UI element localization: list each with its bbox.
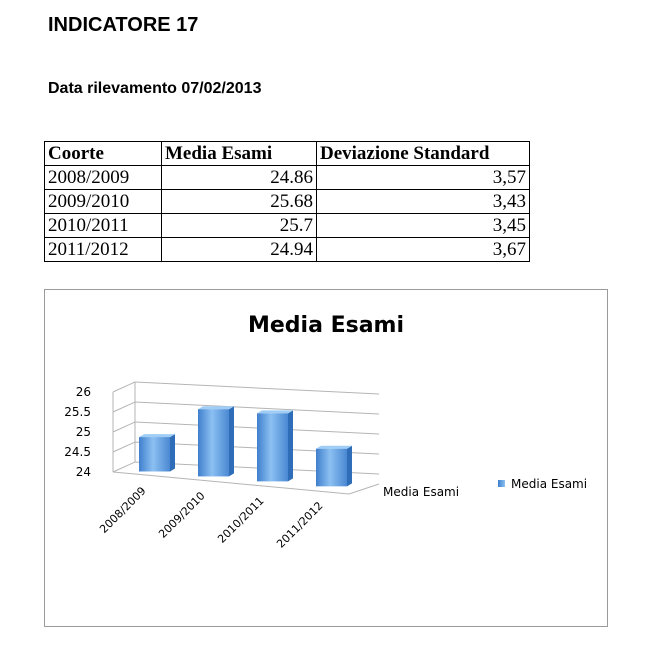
gridline xyxy=(113,382,379,394)
y-tick-label: 25 xyxy=(75,425,91,439)
survey-date-label: Data rilevamento 07/02/2013 xyxy=(48,80,262,97)
depth-axis-label: Media Esami xyxy=(383,485,460,499)
bar xyxy=(257,410,293,481)
column-header-media-esami: Media Esami xyxy=(162,142,317,166)
bar-front xyxy=(139,437,170,471)
bar-top xyxy=(316,446,352,449)
bar-top xyxy=(257,410,293,413)
y-axis-ticks xyxy=(64,385,91,479)
cell-deviazione: 3,67 xyxy=(317,238,530,262)
chart-bars xyxy=(139,406,352,486)
bar-top xyxy=(139,434,175,437)
bar xyxy=(316,446,352,487)
bar-side xyxy=(288,410,293,481)
cell-coorte: 2009/2010 xyxy=(45,190,162,214)
x-category-label: 2011/2012 xyxy=(274,499,326,551)
cell-coorte: 2008/2009 xyxy=(45,166,162,190)
bar-side xyxy=(170,434,175,471)
bar-side xyxy=(229,406,234,476)
bar-front xyxy=(257,413,288,481)
cell-coorte: 2011/2012 xyxy=(45,238,162,262)
table-header-row xyxy=(45,142,530,166)
bar-side xyxy=(347,446,352,487)
cohort-table xyxy=(44,141,530,262)
y-tick-label: 26 xyxy=(75,385,91,399)
cell-media: 25.68 xyxy=(162,190,317,214)
cell-media: 24.86 xyxy=(162,166,317,190)
table-row xyxy=(45,190,530,214)
gridline xyxy=(113,422,379,434)
y-tick-label: 25.5 xyxy=(64,405,91,419)
cell-media: 24.94 xyxy=(162,238,317,262)
cell-media: 25.7 xyxy=(162,214,317,238)
bar-front xyxy=(198,409,229,476)
bar xyxy=(139,434,175,471)
bar xyxy=(198,406,234,476)
media-esami-chart xyxy=(45,290,607,626)
indicator-title: INDICATORE 17 xyxy=(48,14,199,36)
cell-coorte: 2010/2011 xyxy=(45,214,162,238)
column-header-deviazione-standard: Deviazione Standard xyxy=(317,142,530,166)
table-row xyxy=(45,166,530,190)
legend-entry: Media Esami xyxy=(511,477,588,491)
x-category-label: 2009/2010 xyxy=(156,489,208,541)
cell-deviazione: 3,43 xyxy=(317,190,530,214)
bar-top xyxy=(198,406,234,409)
chart-title: Media Esami xyxy=(247,313,405,338)
x-category-label: 2010/2011 xyxy=(215,494,267,546)
table-row xyxy=(45,214,530,238)
y-tick-label: 24.5 xyxy=(64,445,91,459)
bar-front xyxy=(316,449,347,487)
x-axis-categories xyxy=(97,484,325,550)
column-header-coorte: Coorte xyxy=(45,142,162,166)
cell-deviazione: 3,57 xyxy=(317,166,530,190)
table-row xyxy=(45,238,530,262)
x-category-label: 2008/2009 xyxy=(97,484,149,536)
legend-swatch xyxy=(498,480,505,487)
y-tick-label: 24 xyxy=(75,465,91,479)
cell-deviazione: 3,45 xyxy=(317,214,530,238)
chart-container xyxy=(44,289,608,627)
chart-legend xyxy=(498,477,587,491)
gridline xyxy=(113,402,379,414)
